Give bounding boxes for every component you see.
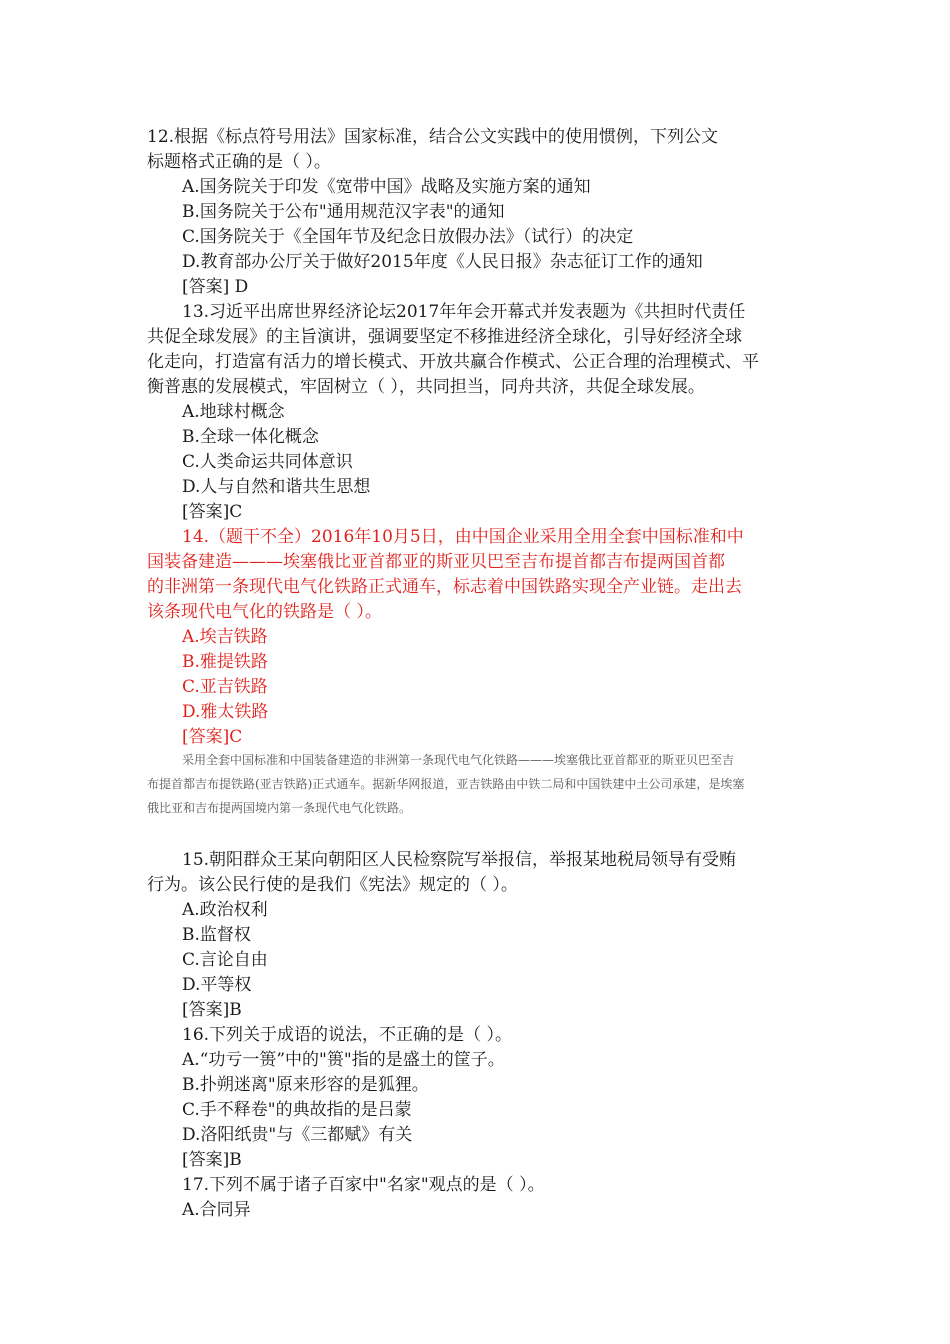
q15-answer: [答案]B — [182, 1000, 242, 1020]
q13-option-d: D.人与自然和谐共生思想 — [182, 477, 371, 497]
q14-note-line-2: 布提首都吉布提铁路(亚吉铁路)正式通车。据新华网报道，亚吉铁路由中铁二局和中国铁建中土公司承建，是埃塞 — [147, 777, 745, 791]
q15-option-d: D.平等权 — [182, 975, 252, 995]
q14-note-line-3: 俄比亚和吉布提两国境内第一条现代电气化铁路。 — [147, 801, 412, 815]
q13-option-b: B.全球一体化概念 — [182, 427, 319, 447]
q13-stem-line-1: 13.习近平出席世界经济论坛2017年年会开幕式并发表题为《共担时代责任 — [182, 302, 746, 322]
q16-stem: 16.下列关于成语的说法，不正确的是（ ）。 — [182, 1025, 512, 1045]
q14-stem-line-1: 14.（题干不全）2016年10月5日，由中国企业采用全用全套中国标准和中 — [182, 527, 744, 547]
q12-option-d: D.教育部办公厅关于做好2015年度《人民日报》杂志征订工作的通知 — [182, 252, 703, 272]
q12-option-a: A.国务院关于印发《宽带中国》战略及实施方案的通知 — [182, 177, 591, 197]
q13-answer: [答案]C — [182, 502, 243, 522]
q13-option-c: C.人类命运共同体意识 — [182, 452, 353, 472]
q14-option-b: B.雅提铁路 — [182, 652, 268, 672]
q12-stem-line-2: 标题格式正确的是（ ）。 — [147, 152, 331, 172]
q14-answer: [答案]C — [182, 727, 243, 747]
q13-option-a: A.地球村概念 — [182, 402, 285, 422]
q13-stem-line-2: 共促全球发展》的主旨演讲，强调要坚定不移推进经济全球化，引导好经济全球 — [147, 327, 742, 347]
q16-answer: [答案]B — [182, 1150, 242, 1170]
q13-stem-line-4: 衡普惠的发展模式，牢固树立（ ），共同担当，同舟共济，共促全球发展。 — [147, 377, 705, 397]
q15-option-a: A.政治权利 — [182, 900, 268, 920]
q14-stem-line-4: 该条现代电气化的铁路是（ ）。 — [147, 602, 382, 622]
q14-stem-line-3: 的非洲第一条现代电气化铁路正式通车，标志着中国铁路实现全产业链。走出去 — [147, 577, 742, 597]
q13-stem-line-3: 化走向，打造富有活力的增长模式、开放共赢合作模式、公正合理的治理模式、平 — [147, 352, 759, 372]
q16-option-b: B.扑朔迷离"原来形容的是狐狸。 — [182, 1075, 429, 1095]
q12-option-b: B.国务院关于公布"通用规范汉字表"的通知 — [182, 202, 505, 222]
q15-option-b: B.监督权 — [182, 925, 251, 945]
q14-option-c: C.亚吉铁路 — [182, 677, 268, 697]
q16-option-d: D.洛阳纸贵"与《三都赋》有关 — [182, 1125, 413, 1145]
q15-stem-line-2: 行为。该公民行使的是我们《宪法》规定的（ ）。 — [147, 875, 518, 895]
q14-option-d: D.雅太铁路 — [182, 702, 269, 722]
q15-option-c: C.言论自由 — [182, 950, 268, 970]
q17-stem: 17.下列不属于诸子百家中"名家"观点的是（ ）。 — [182, 1175, 545, 1195]
q12-option-c: C.国务院关于《全国年节及纪念日放假办法》（试行）的决定 — [182, 227, 634, 247]
q14-stem-line-2: 国装备建造———埃塞俄比亚首都亚的斯亚贝巴至吉布提首都吉布提两国首都 — [147, 552, 725, 572]
q14-option-a: A.埃吉铁路 — [182, 627, 268, 647]
q17-option-a: A.合同异 — [182, 1200, 251, 1220]
q12-answer: [答案] D — [182, 277, 249, 297]
q14-note-line-1: 采用全套中国标准和中国装备建造的非洲第一条现代电气化铁路———埃塞俄比亚首都亚的斯亚贝巴至吉 — [182, 753, 735, 767]
q15-stem-line-1: 15.朝阳群众王某向朝阳区人民检察院写举报信，举报某地税局领导有受贿 — [182, 850, 737, 870]
q12-stem-line-1: 12.根据《标点符号用法》国家标准，结合公文实践中的使用惯例，下列公文 — [147, 127, 719, 147]
q16-option-c: C.手不释卷"的典故指的是吕蒙 — [182, 1100, 412, 1120]
q16-option-a: A.“功亏一篑”中的"篑"指的是盛土的筐子。 — [182, 1050, 505, 1070]
